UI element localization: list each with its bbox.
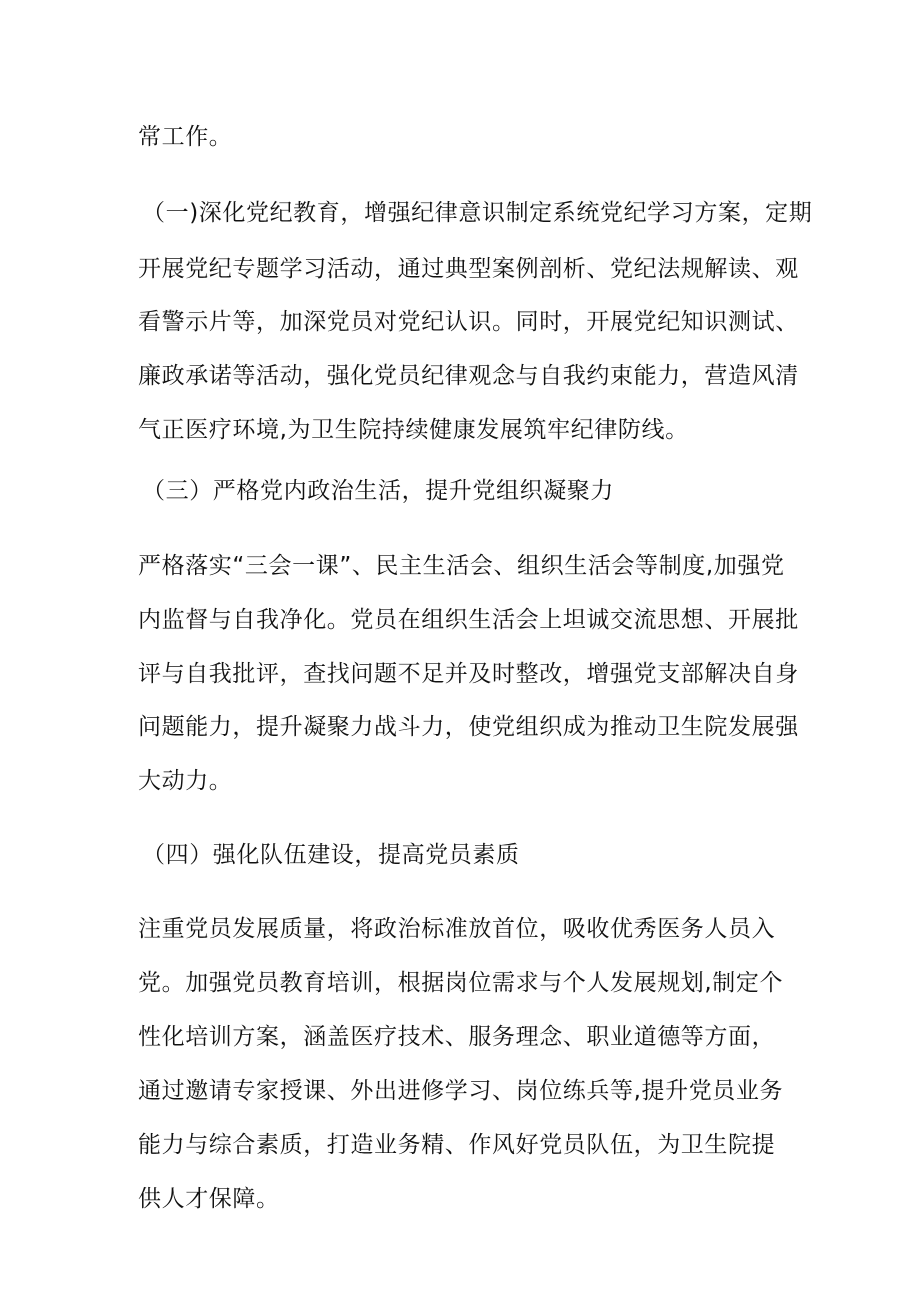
section-four-line: 能力与综合素质，打造业务精、作风好党员队伍，为卫生院提 [138, 1132, 776, 1158]
section-one-line: 廉政承诺等活动，强化党员纪律观念与自我约束能力，营造风清 [138, 363, 799, 389]
intro-line: 常工作。 [138, 124, 233, 150]
section-three-line-last: 大动力。 [138, 768, 233, 794]
section-four-line: 通过邀请专家授课、外出进修学习、岗位练兵等,提升党员业务 [138, 1078, 784, 1104]
section-one-line: （一)深化党纪教育，增强纪律意识制定系统党纪学习方案，定期 [142, 200, 813, 226]
section-three-heading: （三）严格党内政治生活，提升党组织凝聚力 [142, 478, 614, 504]
section-three-line: 严格落实“三会一课”、民主生活会、组织生活会等制度,加强党 [138, 553, 785, 579]
section-three-line: 评与自我批评，查找问题不足并及时整改，增强党支部解决自身 [138, 661, 799, 687]
section-one-line-last: 气正医疗环境,为卫生院持续健康发展筑牢纪律防线。 [138, 417, 689, 443]
section-four-line: 党。加强党员教育培训，根据岗位需求与个人发展规划,制定个 [138, 970, 784, 996]
section-three-line: 内监督与自我净化。党员在组织生活会上坦诚交流思想、开展批 [138, 607, 799, 633]
section-one-line: 开展党纪专题学习活动，通过典型案例剖析、党纪法规解读、观 [138, 256, 799, 282]
section-four-line: 性化培训方案，涵盖医疗技术、服务理念、职业道德等方面， [138, 1024, 776, 1050]
section-four-line: 注重党员发展质量，将政治标准放首位，吸收优秀医务人员入 [138, 916, 776, 942]
section-four-heading: （四）强化队伍建设，提高党员素质 [142, 842, 520, 868]
section-three-line: 问题能力，提升凝聚力战斗力，使党组织成为推动卫生院发展强 [138, 714, 799, 740]
section-one-line: 看警示片等，加深党员对党纪认识。同时，开展党纪知识测试、 [138, 309, 799, 335]
section-four-line: 供人才保障。 [138, 1186, 280, 1212]
